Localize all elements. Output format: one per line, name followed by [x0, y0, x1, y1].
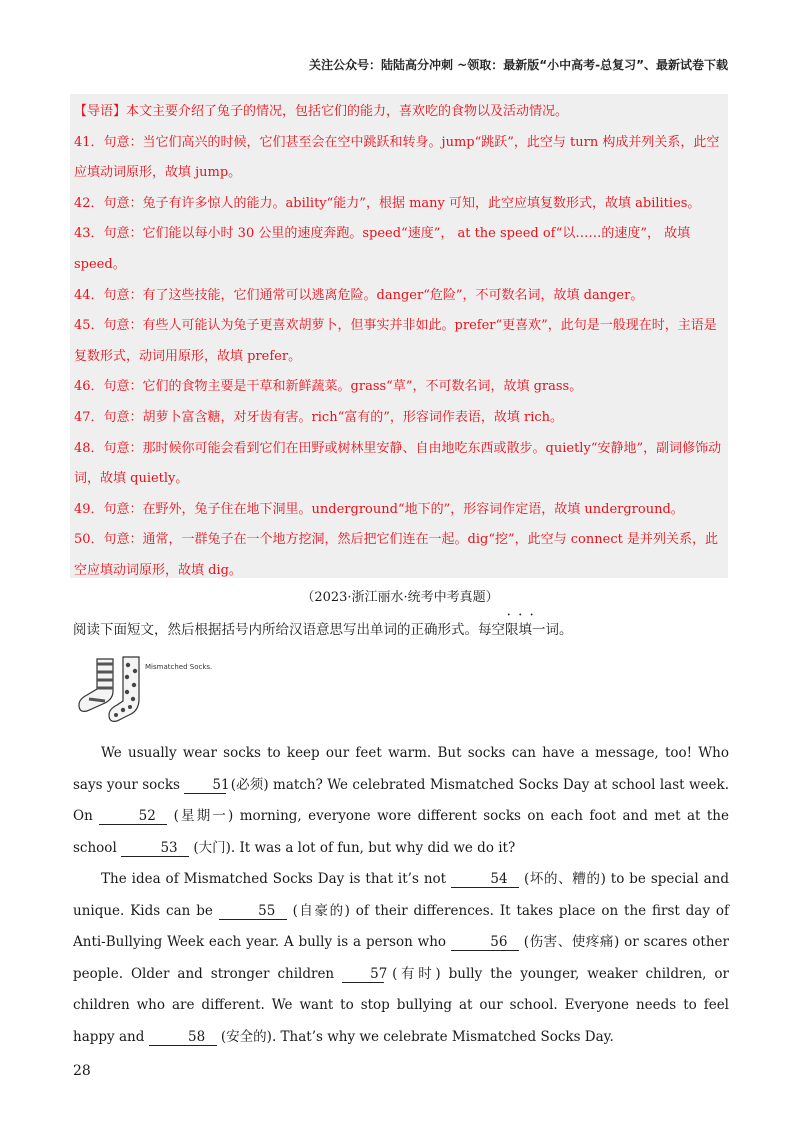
passage-text: (自豪的) of their differences. It takes place on the first day of Anti-Bullying Week each year. A bully is a person who [73, 902, 729, 950]
blank-53[interactable]: 53 [121, 840, 189, 857]
blank-52[interactable]: 52 [99, 808, 167, 825]
page-number: 28 [73, 1063, 91, 1079]
passage-text: (坏的、糟的) to be special and unique. Kids can be [73, 871, 729, 919]
answer-43: 43．句意：它们能以每小时 30 公里的速度奔跑。speed“速度”， at the speed of“以……的速度”， 故填 speed。 [74, 226, 691, 272]
passage-paragraph-1 [73, 738, 729, 864]
instruction-emphasis: • • • 限填一 [505, 622, 546, 638]
answer-explanations [70, 94, 728, 578]
passage-text: (伤害、使疼痛) or scares other people. Older and stronger children [73, 934, 729, 982]
answer-44: 44．句意：有了这些技能，它们通常可以逃离危险。danger“危险”，不可数名词，故填 danger。 [74, 287, 644, 303]
answer-47: 47．句意：胡萝卜富含糖，对牙齿有害。rich“富有的”，形容词作表语，故填 rich。 [74, 409, 564, 425]
blank-56[interactable]: 56 [451, 934, 519, 951]
instruction-text: 阅读下面短文，然后根据括号内所给汉语意思写出单词的正确形式。每空 [73, 622, 505, 638]
answer-50: 50．句意：通常，一群兔子在一个地方挖洞，然后把它们连在一起。dig“挖”，此空与 connect 是并列关系，此空应填动词原形，故填 dig。 [74, 532, 718, 578]
blank-54[interactable]: 54 [451, 871, 519, 888]
answer-42: 42．句意：兔子有许多惊人的能力。ability“能力”，根据 many 可知，此空应填复数形式，故填 abilities。 [74, 195, 701, 211]
passage-text: (必须) match? We celebrated Mismatched Socks Day at school last week. On [73, 776, 729, 824]
exam-source: （2023·浙江丽水·统考中考真题） [301, 590, 499, 605]
answer-49: 49．句意：在野外，兔子住在地下洞里。underground“地下的”，形容词作定语，故填 underground。 [74, 501, 684, 517]
passage-text: (大门). It was a lot of fun, but why did we do it? [189, 839, 516, 856]
passage-text: (安全的). That’s why we celebrate Mismatched Socks Day. [216, 1028, 614, 1045]
answer-41: 41．句意：当它们高兴的时候，它们甚至会在空中跳跃和转身。jump“跳跃”，此空与 turn 构成并列关系，此空应填动词原形，故填 jump。 [74, 134, 720, 181]
passage-text: The idea of Mismatched Socks Day is that it’s not [101, 871, 452, 887]
instruction-end: 词。 [545, 622, 573, 638]
instruction [73, 618, 573, 638]
blank-51[interactable]: 51 [184, 777, 226, 794]
passage-text: (星期一) morning, everyone wore different socks on each foot and met at the school [73, 808, 729, 856]
answer-46: 46．句意：它们的食物主要是干草和新鲜蔬菜。grass“草”，不可数名词，故填 grass。 [74, 379, 583, 395]
socks-caption: Mismatched Socks. [145, 663, 213, 671]
passage-text: (有时) bully the younger, weaker children, or children who are different. We want to stop bullying at our school. Everyone needs to feel happy and [73, 965, 729, 1045]
blank-57[interactable]: 57 [342, 966, 384, 983]
blank-55[interactable]: 55 [219, 903, 287, 920]
blank-58[interactable]: 58 [149, 1029, 217, 1046]
answer-45: 45．句意：有些人可能认为兔子更喜欢胡萝卜，但事实并非如此。prefer“更喜欢”，此句是一般现在时，主语是复数形式，动词用原形，故填 prefer。 [74, 318, 717, 364]
passage-text: We usually wear socks to keep our feet warm. But socks can have a message, too! Who says your socks [73, 745, 729, 793]
reading-passage [73, 738, 729, 1053]
page-header: 关注公众号：陆陆高分冲刺 ~领取：最新版“小中高考-总复习”、最新试卷下载 [309, 58, 728, 72]
answer-48: 48．句意：那时候你可能会看到它们在田野或树林里安静、自由地吃东西或散步。quietly“安静地”，副词修饰动词，故填 quietly。 [74, 440, 722, 487]
answer-intro: 【导语】本文主要介绍了兔子的情况，包括它们的能力，喜欢吃的食物以及活动情况。 [74, 104, 569, 119]
passage-paragraph-2 [73, 864, 729, 1053]
mismatched-socks-illustration [75, 655, 213, 725]
